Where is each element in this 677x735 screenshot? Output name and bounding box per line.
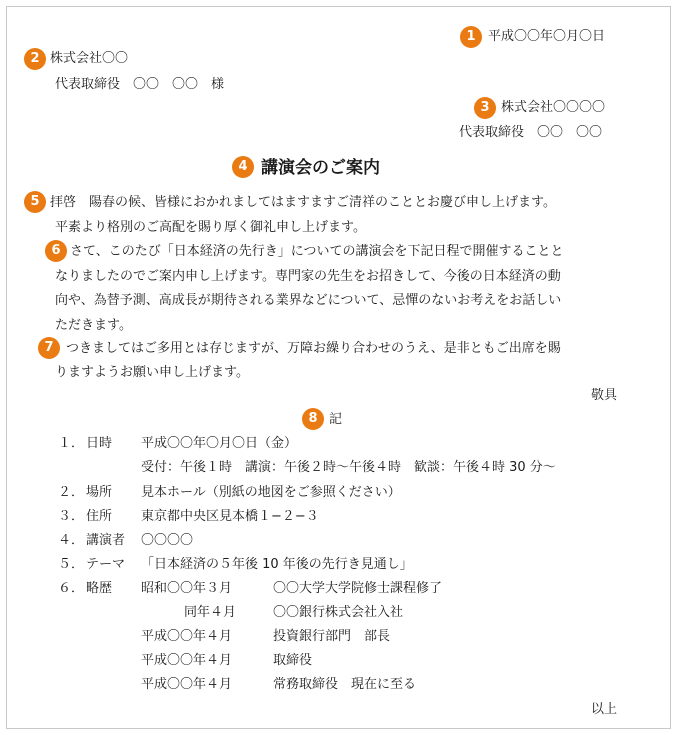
detail-value: 受付：午後１時 講演：午後２時〜午後４時 歓談：午後４時 30 分〜 <box>141 460 556 475</box>
history-date: 平成〇〇年４月 <box>141 653 233 668</box>
detail-value: 平成〇〇年〇月〇日（金） <box>141 436 298 451</box>
detail-value: 「日本経済の５年後 10 年後の先行き見通し」 <box>141 557 413 572</box>
ki-heading: 記 <box>329 412 343 427</box>
badge-1: 1 <box>460 26 482 48</box>
recipient-person: 代表取締役 〇〇 〇〇 様 <box>55 77 225 92</box>
history-date: 平成〇〇年４月 <box>141 629 233 644</box>
history-event: 投資銀行部門 部長 <box>273 629 391 644</box>
closing-keigu: 敬具 <box>591 388 618 403</box>
history-date: 昭和〇〇年３月 <box>141 581 233 596</box>
badge-7: 7 <box>38 337 60 359</box>
badge-3: 3 <box>474 97 496 119</box>
detail-value: 見本ホール（別紙の地図をご参照ください） <box>141 485 401 500</box>
body-p2-line1: さて、このたび「日本経済の先行き」についての講演会を下記日程で開催することと <box>70 244 564 259</box>
detail-value: 〇〇〇〇 <box>141 533 194 548</box>
detail-label: 講演者 <box>86 533 126 548</box>
history-date: 同年４月 <box>184 605 237 620</box>
document-title: 講演会のご案内 <box>261 158 380 178</box>
sender-person: 代表取締役 〇〇 〇〇 <box>459 125 603 140</box>
detail-num: ５． <box>58 557 85 572</box>
detail-num: ２． <box>58 485 85 500</box>
sender-company: 株式会社〇〇〇〇 <box>501 100 606 115</box>
detail-label: 場所 <box>86 485 113 500</box>
badge-6: 6 <box>45 240 67 262</box>
badge-8: 8 <box>302 408 324 430</box>
body-p2-line3: 向や、為替予測、高成長が期待される業界などについて、忌憚のないお考えをお話しい <box>55 293 562 308</box>
detail-label: 日時 <box>86 436 113 451</box>
detail-num: ６． <box>58 581 85 596</box>
body-p2-line4: ただきます。 <box>55 318 132 333</box>
body-p3-line1: つきましてはご多用とは存じますが、万障お繰り合わせのうえ、是非ともご出席を賜 <box>66 341 561 356</box>
recipient-company: 株式会社〇〇 <box>50 51 129 66</box>
body-p1-line1: 拝啓 陽春の候、皆様におかれましてはますますご清祥のこととお慶び申し上げます。 <box>50 195 556 210</box>
history-event: 〇〇大学大学院修士課程修了 <box>273 581 443 596</box>
detail-label: 住所 <box>86 509 113 524</box>
detail-label: 略歴 <box>86 581 113 596</box>
detail-num: ４． <box>58 533 85 548</box>
badge-2: 2 <box>24 48 46 70</box>
badge-4: 4 <box>232 156 254 178</box>
history-event: 〇〇銀行株式会社入社 <box>273 605 404 620</box>
detail-num: １． <box>58 436 85 451</box>
history-date: 平成〇〇年４月 <box>141 677 233 692</box>
detail-value: 東京都中央区見本橋１−２−３ <box>141 509 319 524</box>
history-event: 取締役 <box>273 653 313 668</box>
history-event: 常務取締役 現在に至る <box>273 677 417 692</box>
detail-label: テーマ <box>86 557 126 572</box>
body-p2-line2: なりましたのでご案内申し上げます。専門家の先生をお招きして、今後の日本経済の動 <box>55 269 561 284</box>
body-p1-line2: 平素より格別のご高配を賜り厚く御礼申し上げます。 <box>55 220 366 235</box>
badge-5: 5 <box>24 191 46 213</box>
body-p3-line2: りますようお願い申し上げます。 <box>55 365 249 380</box>
end-ijou: 以上 <box>591 702 618 717</box>
letter-date: 平成〇〇年〇月〇日 <box>488 29 606 44</box>
detail-num: ３． <box>58 509 85 524</box>
